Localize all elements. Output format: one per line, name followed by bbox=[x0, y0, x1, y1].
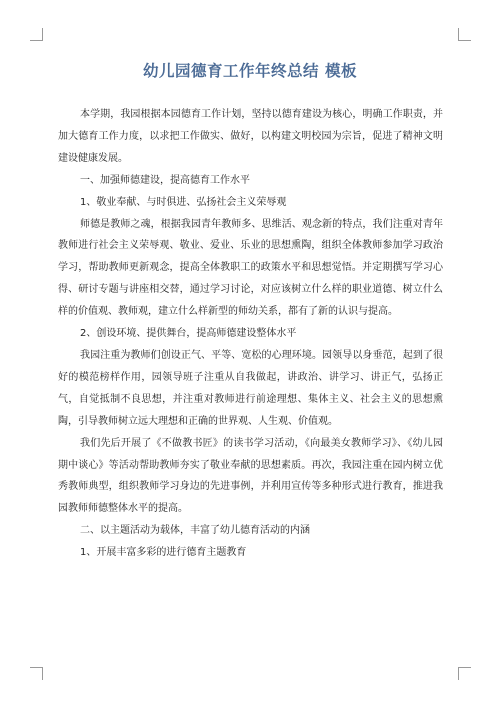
crop-mark-top-left bbox=[30, 28, 43, 41]
paragraph-environment: 我园注重为教师们创设正气、平等、宽松的心理环境。园领导以身垂范，起到了很好的模范榜样作用，园领导班子注重从自我做起，讲政治、讲学习、讲正气，弘扬正气，自觉抵制不良思想，并注重对教师进行前途理想、集体主义、社会主义的思想熏陶，引导教师树立远大理想和正确的世界观、人生观、价值观。 bbox=[58, 349, 443, 427]
document-title: 幼儿园德育工作年终总结 模板 bbox=[143, 62, 357, 80]
paragraph-intro: 本学期，我园根据本园德育工作计划，坚持以德育建设为核心，明确工作职责，并加大德育工作力度，以求把工作做实、做好，以构建文明校园为宗旨，促进了精神文明建设健康发展。 bbox=[58, 109, 443, 164]
subsection-heading-2-1: 1、开展丰富多彩的进行德育主题教育 bbox=[80, 547, 247, 559]
document-body bbox=[58, 104, 443, 564]
crop-mark-top-right bbox=[458, 28, 471, 41]
paragraph-activities: 我们先后开展了《不做教书匠》的读书学习活动，《向最美女教师学习》、《幼儿园期中谈心》等活动帮助教师夯实了敬业奉献的思想素质。再次，我园注重在园内树立优秀教师典型，组织教师学习身边的先进事例，并利用宣传等多种形式进行教育，推进我园教师师德整体水平的提高。 bbox=[58, 437, 443, 515]
subsection-heading-1-2: 2、创设环境、提供舞台，提高师德建设整体水平 bbox=[80, 328, 297, 340]
section-heading-2: 二、以主题活动为载体，丰富了幼儿德育活动的内涵 bbox=[80, 525, 310, 537]
section-heading-1: 一、加强师德建设，提高德育工作水平 bbox=[80, 174, 250, 186]
paragraph-teacher-ethics: 师德是教师之魂，根据我园青年教师多、思维活、观念新的特点，我们注重对青年教师进行社会主义荣辱观、敬业、爱业、乐业的思想熏陶，组织全体教师参加学习政治学习，帮助教师更新观念，提高全体教职工的政策水平和思想觉悟。并定期撰写学习心得、研讨专题与讲座相交替，通过学习讨论，对应该树立什么样的职业道德、树立什么样的价值观、教师观，建立什么样新型的师幼关系，都有了新的认识与提高。 bbox=[58, 218, 443, 318]
crop-mark-bottom-right bbox=[458, 667, 471, 680]
crop-mark-bottom-left bbox=[30, 667, 43, 680]
subsection-heading-1-1: 1、敬业奉献、与时俱进、弘扬社会主义荣辱观 bbox=[80, 196, 287, 208]
